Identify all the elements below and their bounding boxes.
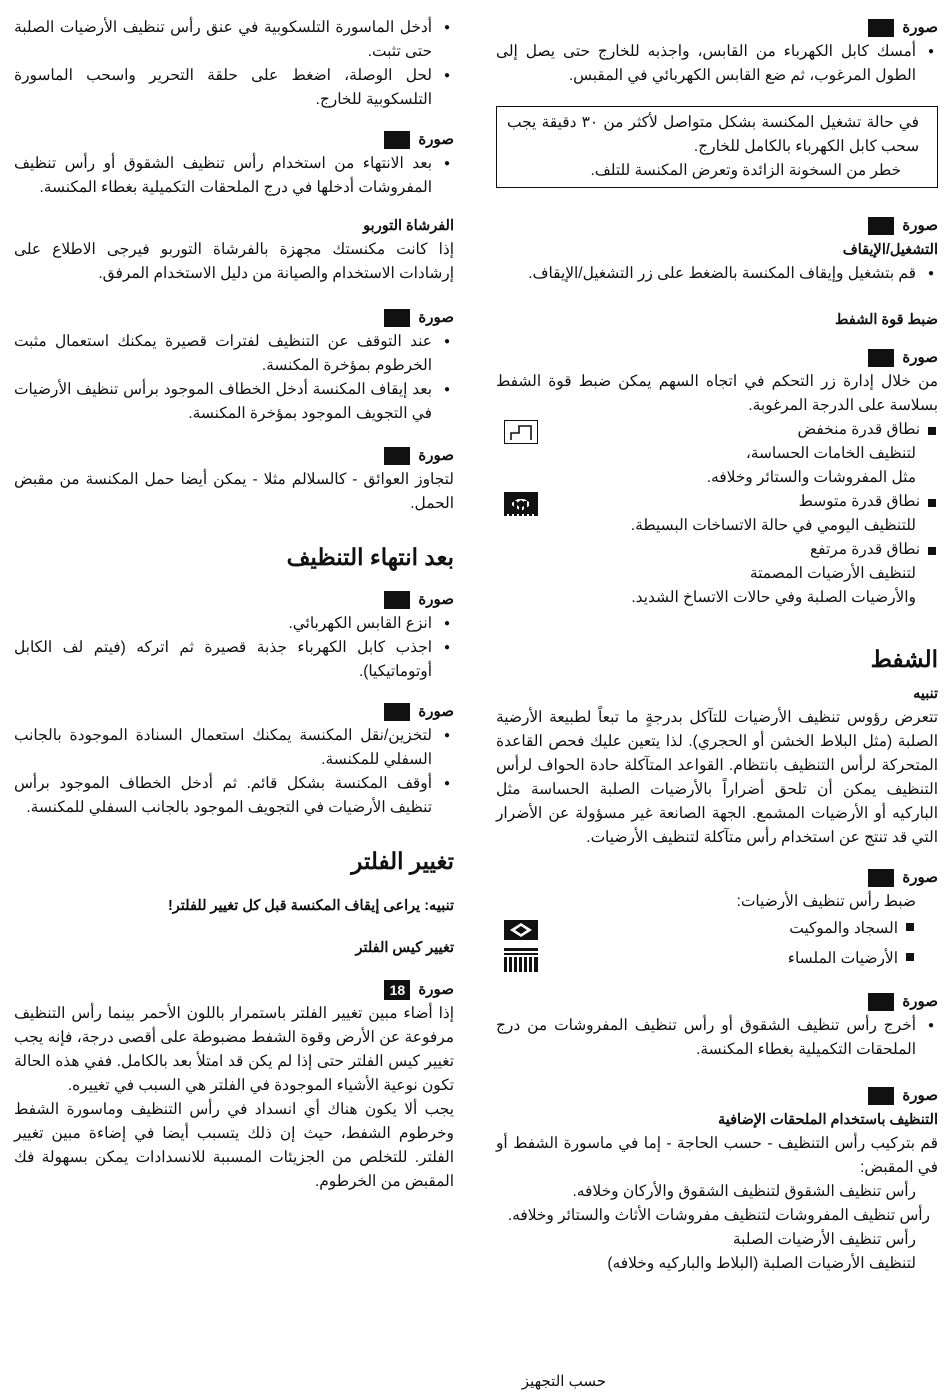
list-item: ● عند التوقف عن التنظيف لفترات قصيرة يمكنك استعمال مثبت الخرطوم بمؤخرة المكنسة. <box>14 330 432 378</box>
figure-label <box>496 214 938 238</box>
figure-label-text: صورة <box>902 349 938 366</box>
level-name: نطاق قدرة مرتفع <box>496 538 938 562</box>
list-item: ● بعد إيقاف المكنسة أدخل الخطاف الموجود برأس تنظيف الأرضيات في التجويف الموجود بمؤخرة المكنسة. <box>14 378 432 426</box>
paragraph: ضبط رأس تنظيف الأرضيات: <box>736 893 916 910</box>
high-power-icon <box>504 492 538 516</box>
bullet-list <box>14 612 454 684</box>
paragraph: يجب ألا يكون هناك أي انسداد في رأس التنظيف وماسورة الشفط وخرطوم الشفط، حيث إن ذلك يتسبب أيضا في إضاءة مبين تغيير الفلتر. للتخلص من الجزيئات المسببة للانسدادات يمكن بسهولة فك المقبض من الخرطوم. <box>14 1101 454 1190</box>
figure-label <box>496 346 938 370</box>
figure-number-box <box>384 131 410 149</box>
figure-label <box>14 444 454 468</box>
warning-text: خطر من السخونة الزائدة وتعرض المكنسة للتلف. <box>590 162 901 179</box>
list-item: ● أخرج رأس تنظيف الشقوق أو رأس تنظيف المفروشات من درج الملحقات التكميلية بغطاء المكنسة. <box>496 1014 916 1062</box>
figure-number-box <box>384 591 410 609</box>
figure-label-text: صورة <box>418 309 454 326</box>
section-heading: الشفط <box>870 646 938 672</box>
list-item: ● لتخزين/نقل المكنسة يمكنك استعمال السنادة الموجودة بالجانب السفلي للمكنسة. <box>14 724 432 772</box>
left-column <box>14 16 454 1194</box>
bullet-list <box>14 16 454 112</box>
list-item: ● اجذب كابل الكهرباء جذبة قصيرة ثم اتركه (فيتم لف الكابل أوتوماتيكيا). <box>14 636 432 684</box>
list-item: ● أمسك كابل الكهرباء من القابس، واجذبه للخارج حتى يصل إلى الطول المرغوب، ثم ضع القابس الكهربائي في المقبس. <box>496 40 916 88</box>
accessory-line: رأس تنظيف المفروشات لتنظيف مفروشات الأثاث والستائر وخلافه. <box>507 1207 930 1224</box>
warning-box <box>496 106 938 188</box>
accessory-line: رأس تنظيف الشقوق لتنظيف الشقوق والأركان وخلافه. <box>572 1183 916 1200</box>
floor-setting-smooth <box>496 944 938 974</box>
figure-number-box <box>384 309 410 327</box>
low-power-icon <box>504 420 538 444</box>
figure-label-text: صورة <box>902 217 938 234</box>
figure-number-box <box>384 447 410 465</box>
caution-paragraph: تتعرض رؤوس تنظيف الأرضيات للتآكل بدرجةٍ ما تبعاً لطبيعة الأرضية الصلبة (مثل البلاط الخشن أو الحجري). لذا يتعين عليك فحص القاعدة المتحركة لرأس التنظيف بانتظام. القواعد المتآكلة حادة الحواف لرأس التنظيف يمكن أن تلحق أضراراً بالأرضيات الصلبة الحساسة مثل الباركيه أو الأرضيات المشمع. الجهة الصانعة غير مسؤولة عن الأضرار التي قد تنتج عن استخدام رأس متآكلة لتنظيف الأرضيات. <box>496 709 938 846</box>
figure-label <box>14 978 454 1002</box>
level-name: نطاق قدرة متوسط <box>496 490 938 514</box>
power-level-medium <box>496 490 938 538</box>
figure-number-box <box>868 993 894 1011</box>
list-item: ● أدخل الماسورة التلسكوبية في عنق رأس تنظيف الأرضيات الصلبة حتى تثبت. <box>14 16 432 64</box>
section-title: تغيير كيس الفلتر <box>355 940 454 956</box>
level-name: نطاق قدرة منخفض <box>496 418 938 442</box>
power-level-high <box>496 538 938 610</box>
filter-warning: تنبيه: يراعى إيقاف المكنسة قبل كل تغيير للفلتر! <box>167 898 454 914</box>
figure-number-box <box>384 703 410 721</box>
figure-label-text: صورة <box>902 993 938 1010</box>
paragraph: لتجاوز العوائق - كالسلالم مثلا - يمكن أيضا حمل المكنسة من مقبض الحمل. <box>14 471 454 512</box>
section-title: الفرشاة التوربو <box>363 218 454 234</box>
section-heading: بعد انتهاء التنظيف <box>286 544 454 570</box>
footnote: حسب التجهيز <box>521 1373 606 1390</box>
section-title: التشغيل/الإيقاف <box>842 242 938 258</box>
figure-label <box>14 700 454 724</box>
figure-label <box>496 866 938 890</box>
level-desc: والأرضيات الصلبة وفي حالات الاتساخ الشديد. <box>631 589 916 606</box>
section-heading: تغيير الفلتر <box>351 848 454 874</box>
accessory-list <box>496 1180 938 1276</box>
bullet-list <box>14 330 454 426</box>
figure-label-text: صورة <box>902 1087 938 1104</box>
figure-label <box>496 16 938 40</box>
list-item: ● أوقف المكنسة بشكل قائم. ثم أدخل الخطاف الموجود برأس تنظيف الأرضيات في التجويف الموجود بالجانب السفلي للمكنسة. <box>14 772 432 820</box>
figure-label <box>496 1084 938 1108</box>
figure-label <box>14 128 454 152</box>
smooth-floor-setting-icon <box>504 948 538 972</box>
figure-label-text: صورة <box>418 981 454 998</box>
bullet-list <box>496 1014 938 1062</box>
setting-name: السجاد والموكيت <box>496 914 916 944</box>
accessory-line: لتنظيف الأرضيات الصلبة (البلاط والباركيه وخلافه) <box>607 1255 916 1272</box>
floor-setting-carpet <box>496 914 938 944</box>
paragraph: إذا كانت مكنستك مجهزة بالفرشاة التوربو فيرجى الاطلاع على إرشادات الاستخدام والصيانة من دليل الاستخدام المرفق. <box>14 241 454 282</box>
bullet-list <box>496 262 938 286</box>
figure-label <box>14 306 454 330</box>
level-desc: مثل المفروشات والستائر وخلافه. <box>706 469 916 486</box>
list-item: ● قم بتشغيل وإيقاف المكنسة بالضغط على زر التشغيل/الإيقاف. <box>496 262 916 286</box>
figure-label-text: صورة <box>418 703 454 720</box>
figure-label <box>496 990 938 1014</box>
section-title: التنظيف باستخدام الملحقات الإضافية <box>717 1112 938 1128</box>
bullet-list <box>14 724 454 820</box>
level-desc: لتنظيف الأرضيات المصمتة <box>749 565 916 582</box>
list-item: ● بعد الانتهاء من استخدام رأس تنظيف الشقوق أو رأس تنظيف المفروشات أدخلها في درج الملحقات التكميلية بغطاء المكنسة. <box>14 152 432 200</box>
figure-number-box <box>868 869 894 887</box>
figure-label-text: صورة <box>418 591 454 608</box>
paragraph: إذا أضاء مبين تغيير الفلتر باستمرار باللون الأحمر بينما رأس التنظيف مرفوعة عن الأرض وقوة الشفط مضبوطة على أقصى درجة، فإنه يجب تغيير كيس الفلتر حتى إذا لم يكن قد امتلأ بعد بالكامل. ففي هذه الحالة تكون نوعية الأشياء الموجودة في الفلتر هي السبب في تغييره. <box>14 1005 454 1094</box>
power-level-low <box>496 418 938 490</box>
paragraph: قم بتركيب رأس التنظيف - حسب الحاجة - إما في ماسورة الشفط أو في المقبض: <box>496 1135 938 1176</box>
accessory-line: رأس تنظيف الأرضيات الصلبة <box>732 1231 916 1248</box>
figure-label-text: صورة <box>418 131 454 148</box>
caution-title: تنبيه <box>913 686 938 702</box>
list-item: ● انزع القابس الكهربائي. <box>14 612 432 636</box>
level-desc: لتنظيف الخامات الحساسة، <box>745 445 916 462</box>
bullet-list <box>14 152 454 200</box>
figure-label-text: صورة <box>902 19 938 36</box>
figure-number-box <box>868 217 894 235</box>
list-item: ● لحل الوصلة، اضغط على حلقة التحرير واسحب الماسورة التلسكوبية للخارج. <box>14 64 432 112</box>
level-desc: للتنظيف اليومي في حالة الاتساخات البسيطة. <box>630 517 916 534</box>
section-title: ضبط قوة الشفط <box>834 312 938 328</box>
figure-label-text: صورة <box>418 447 454 464</box>
figure-number-badge: 18 <box>384 980 410 1000</box>
figure-label <box>14 588 454 612</box>
figure-number-box <box>868 19 894 37</box>
figure-label-text: صورة <box>902 869 938 886</box>
setting-name: الأرضيات الملساء <box>496 944 916 974</box>
figure-number-box <box>868 1087 894 1105</box>
bullet-list <box>496 40 938 88</box>
right-column <box>496 16 938 1276</box>
paragraph: من خلال إدارة زر التحكم في اتجاه السهم يمكن ضبط قوة الشفط بسلاسة على الدرجة المرغوبة. <box>496 373 938 414</box>
figure-number-box <box>868 349 894 367</box>
carpet-setting-icon <box>504 918 538 942</box>
warning-text: في حالة تشغيل المكنسة بشكل متواصل لأكثر من ٣٠ دقيقة يجب سحب كابل الكهرباء بالكامل للخارج. <box>507 114 919 155</box>
